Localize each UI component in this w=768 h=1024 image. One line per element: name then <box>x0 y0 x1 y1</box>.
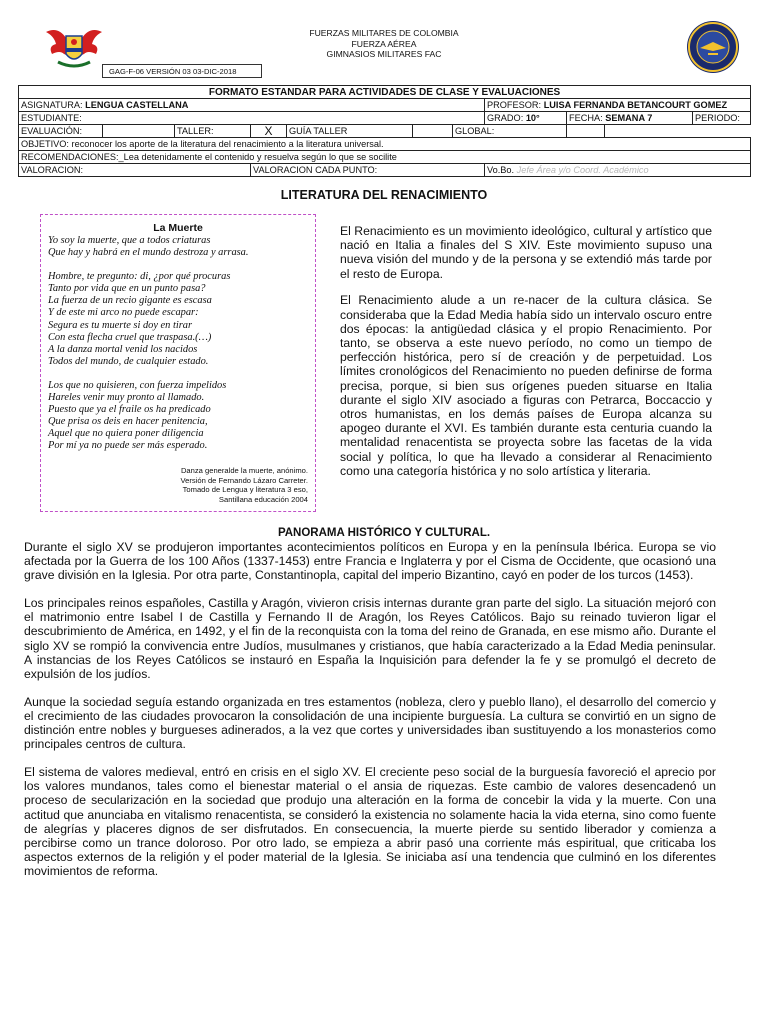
poem-line: Que hay y habrá en el mundo destroza y arrasa. <box>48 247 249 259</box>
poem-title: La Muerte <box>153 222 203 234</box>
global-box <box>567 125 605 138</box>
guia-taller-label: GUÍA TALLER <box>287 125 413 138</box>
taller-mark: X <box>251 125 287 138</box>
grado-cell <box>485 112 567 125</box>
poem-line: Hombre, te pregunto: di, ¿por qué procuras <box>48 271 231 283</box>
objetivo-row: OBJETIVO: reconocer los aporte de la literatura del renacimiento a la literatura universal. <box>19 138 751 151</box>
estudiante-cell <box>19 112 485 125</box>
header-line-3: GIMNASIOS MILITARES FAC <box>326 49 442 59</box>
poem-line: A la danza mortal venid los nacidos <box>48 343 198 355</box>
poem-line: Segura es tu muerte si doy en tirar <box>48 319 193 331</box>
gimnasios-militares-seal-icon <box>686 20 740 74</box>
poem-line: Los que no quisieren, con fuerza impelidos <box>48 379 227 391</box>
main-title: LITERATURA DEL RENACIMIENTO <box>280 188 488 202</box>
poem-stanza-2 <box>48 271 312 368</box>
evaluacion-label: EVALUACIÓN: <box>19 125 103 138</box>
guia-taller-box <box>413 125 453 138</box>
poem-line: Con esta flecha cruel que traspasa.(…) <box>48 331 212 343</box>
fecha-value: SEMANA 7 <box>605 112 653 123</box>
poem-stanza-1 <box>48 235 312 259</box>
poem-text <box>48 235 312 465</box>
profesor-cell <box>485 99 751 112</box>
estudiante-label: ESTUDIANTE: <box>21 112 82 123</box>
poem-line: Que prisa os deis en hacer penitencia, <box>48 416 208 428</box>
credit-line: Tomado de Lengua y literatura 3 eso, <box>182 485 308 495</box>
credit-line: Versión de Fernando Lázaro Carreter. <box>180 475 308 485</box>
body-paragraph: Aunque la sociedad seguía estando organizada en tres estamentos (nobleza, clero y pueblo llano), el desarrollo del comercio y el crecimiento de las ciudades provocaron la consolidación de una incipiente burguesía. La cultura se convirtió en un signo de distinción entre nobles y burgueses adinerados, a la vez que cortes y universidades iban sustituyendo a los monasterios como principales centros de cultura. <box>24 694 716 752</box>
vobo-label: Vo.Bo. <box>487 164 515 175</box>
global-label: GLOBAL: <box>453 125 567 138</box>
poem-line: Todos del mundo, de cualquier estado. <box>48 355 209 367</box>
poem-credits <box>120 466 308 504</box>
grado-label: GRADO: <box>487 112 524 123</box>
activity-form-table <box>18 85 751 177</box>
body-paragraph: Los principales reinos españoles, Castilla y Aragón, vivieron crisis internas durante gran parte del siglo. La situación mejoró con el matrimonio entre Isabel I de Castilla y Fernando II de Aragón, los Reyes Católicos. Bajo su reinado tuvieron ligar el descubrimiento de América, en 1492, y el fin de la reconquista con la toma del reino de Granada, en ese mismo año. Durante el siglo XV se rompió la convivencia entre Judíos, musulmanes y cristianos, que había caracterizado a la Edad Media peninsular. A instancias de los Reyes Católicos se instauró en España la Inquisición para defender la fe y se promulgó el decreto de expulsión de los judíos. <box>24 596 716 681</box>
asignatura-cell <box>19 99 485 112</box>
profesor-label: PROFESOR: <box>487 99 542 110</box>
vobo-value: Jefe Área y/o Coord. Académico <box>516 164 649 175</box>
poem-line: Aquel que no quiera poner diligencia <box>48 428 204 440</box>
section-title: PANORAMA HISTÓRICO Y CULTURAL. <box>277 527 491 539</box>
poem-line: Y de este mi arco no puede escapar: <box>48 307 199 319</box>
profesor-value: LUISA FERNANDA BETANCOURT GOMEZ <box>543 99 728 110</box>
intro-paragraph: El Renacimiento es un movimiento ideológico, cultural y artístico que nació en Italia a finales del S XIV. Este movimiento supuso una nueva visión del mundo y de la persona y se extendió más tarde por el resto de Europa. <box>340 224 712 281</box>
periodo-label: PERIODO: <box>695 112 740 123</box>
body-paragraph: El sistema de valores medieval, entró en crisis en el siglo XV. El creciente peso social de la burguesía favoreció el aprecio por los valores mundanos, tales como el bienestar material o el ansia de riquezas. Este cambio de valores desencadenó un proceso de secularización en la sociedad que produjo una alteración en la forma de concebir la vida y la muerte. Con una actitud que anunciaba en vitalismo renacentista, se consideró la existencia no solamente hacia la vida eterna, sino como fuente de alegrías y placeres dignos de ser disfrutados. En consecuencia, la muerte pierde su sentido liberador y comienza a percibirse como un trance doloroso. Por otro lado, se empieza a abrir pasó una corriente más espiritual, que criticaba los aspectos externos de la religión y el poder material de la Iglesia. Se iniciaba así una tendencia que culminó en los diferentes movimientos de reforma. <box>24 765 716 878</box>
vobo-cell <box>485 164 751 177</box>
valoracion-punto-label: VALORACION CADA PUNTO: <box>251 164 485 177</box>
recomendaciones-row: RECOMENDACIONES:_Lea detenidamente el contenido y resuelva según lo que se socilite <box>19 151 751 164</box>
intro-text <box>340 224 712 490</box>
fecha-cell <box>567 112 693 125</box>
credit-line: Danza generalde la muerte, anónimo. <box>180 466 308 475</box>
document-version: GAG-F-06 VERSIÓN 03 03-DIC-2018 <box>102 64 262 78</box>
poem-line: Puesto que ya el fraile os ha predicado <box>48 404 211 416</box>
fecha-label: FECHA: <box>569 112 603 123</box>
periodo-cell <box>693 112 751 125</box>
form-title: FORMATO ESTANDAR PARA ACTIVIDADES DE CLASE Y EVALUACIONES <box>19 86 751 99</box>
taller-label: TALLER: <box>175 125 251 138</box>
evaluacion-box <box>103 125 175 138</box>
institution-header <box>200 28 568 60</box>
valoracion-label: VALORACION: <box>19 164 251 177</box>
section-body <box>24 540 716 892</box>
grado-value: 10° <box>525 112 540 123</box>
poem-stanza-3 <box>48 380 312 453</box>
header-line-2: FUERZA AÉREA <box>351 38 417 49</box>
poem-line: Tanto por vida que en un punto pasa? <box>48 283 206 295</box>
poem-line: Hareles venir muy pronto al llamado. <box>48 392 205 404</box>
poem-line: La fuerza de un recio gigante es escasa <box>48 295 212 307</box>
header-line-1: FUERZAS MILITARES DE COLOMBIA <box>309 28 459 38</box>
fac-shield-logo-icon <box>44 24 104 70</box>
asignatura-label: ASIGNATURA: <box>21 99 83 110</box>
intro-paragraph: El Renacimiento alude a un re-nacer de la cultura clásica. Se consideraba que la Edad Media había sido un intervalo oscuro entre dos épocas: la antigüedad clásica y el propio Renacimiento. Por tanto, se observa a este nuevo período, no como un tiempo de perfección histórica, pero sí de creación y de perpetuidad. Los límites cronológicos del Renacimiento no pueden definirse de forma precisa, porque, si bien sus orígenes pueden situarse en Italia durante el siglo XIV asociado a figuras con Petrarca, Boccaccio y otros humanistas, en los demás países de Europa alcanza su apogeo durante el XVI. Es también durante esta centuria cuando la mentalidad renacentista se proyecta sobre las facetas de la vida social y política, lo que ha llevado a considerar al Renacimiento como una categoría histórica y no solo artística y literaria. <box>340 293 712 478</box>
poem-line: Por mí ya no puede ser más esperado. <box>48 440 208 452</box>
credit-line: Santillana educación 2004 <box>218 494 308 504</box>
asignatura-value: LENGUA CASTELLANA <box>85 99 189 110</box>
poem-line: Yo soy la muerte, que a todos criaturas <box>48 235 211 246</box>
body-paragraph: Durante el siglo XV se produjeron importantes acontecimientos políticos en Europa y en la península Ibérica. Europa se vio afectada por la Guerra de los 100 Años (1337-1453) entre Francia e Inglaterra y por el Cisma de Occidente, que ocasionó una grave división en la Iglesia. Por otra parte, Constantinopla, capital del imperio Bizantino, cayó en poder de los turcos (1453). <box>24 540 716 583</box>
